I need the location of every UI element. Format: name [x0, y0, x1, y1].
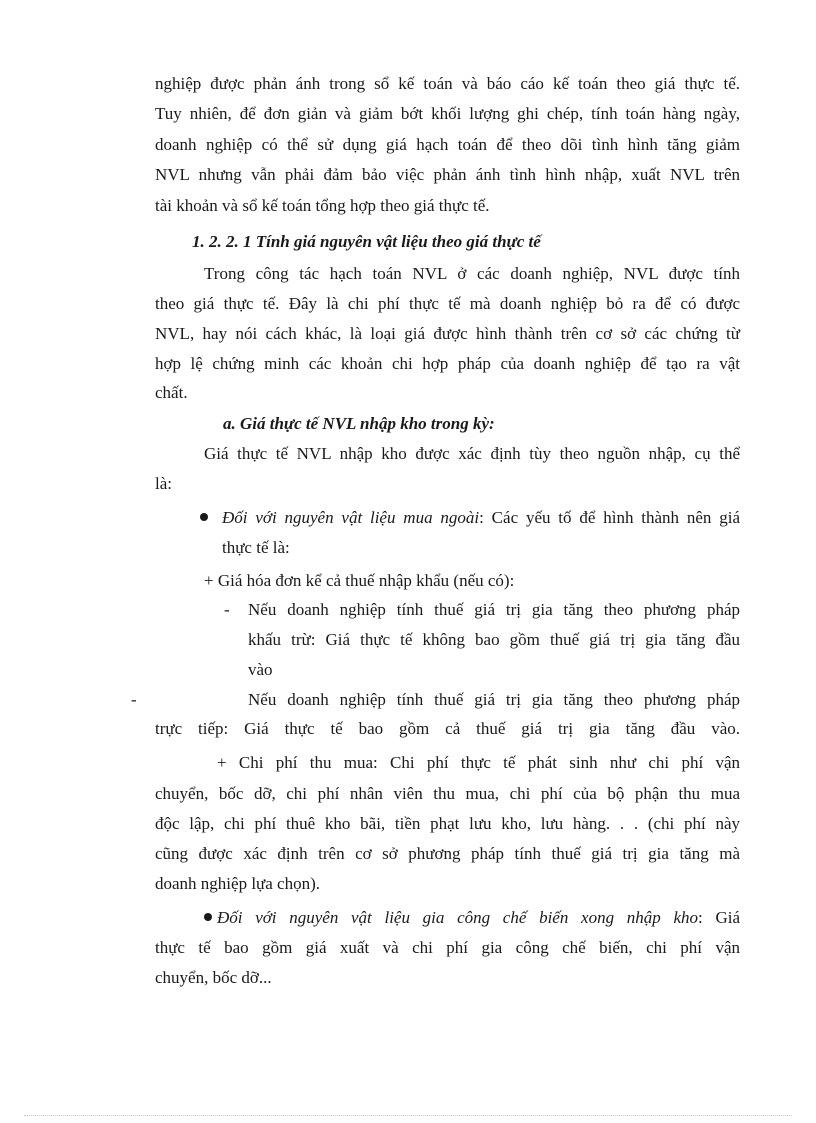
bullet-2-italic-lead: Đối với nguyên vật liệu gia công chế biến xong nhập kho — [217, 908, 699, 927]
paragraph-2-line-1: Trong công tác hạch toán NVL ở các doanh nghiệp, NVL được tính — [204, 264, 740, 283]
paragraph-1-line-4: NVL nhưng vẫn phải đảm bảo việc phản ánh tình hình nhập, xuất NVL trên — [155, 165, 740, 184]
bullet-dot-icon — [204, 913, 212, 921]
dash-bullet-2: - — [131, 690, 137, 709]
bullet-1-line-1 — [222, 508, 740, 528]
paragraph-2-line-3: NVL, hay nói cách khác, là loại giá được hình thành trên cơ sở các chứng từ — [155, 324, 740, 343]
bullet-2-rest: : Giá — [698, 908, 740, 927]
bullet-1-rest: : Các yếu tố để hình thành nên giá — [479, 508, 740, 527]
paragraph-1-line-3: doanh nghiệp có thể sử dụng giá hạch toán để theo dõi tình hình tăng giảm — [155, 135, 740, 154]
paragraph-4-line-1: + Chi phí thu mua: Chi phí thực tế phát sinh như chi phí vận — [217, 753, 740, 772]
bullet-1-italic-lead: Đối với nguyên vật liệu mua ngoài — [222, 508, 480, 527]
paragraph-2-line-2: theo giá thực tế. Đây là chi phí thực tế mà doanh nghiệp bỏ ra để có được — [155, 294, 740, 313]
paragraph-4-line-3: độc lập, chi phí thuê kho bãi, tiền phạt lưu kho, lưu hàng. . . (chi phí này — [155, 814, 740, 833]
bullet-dot-icon — [200, 513, 208, 521]
footer-divider — [24, 1115, 792, 1116]
dash-bullet-1: - — [224, 600, 230, 619]
subsection-heading-a: a. Giá thực tế NVL nhập kho trong kỳ: — [223, 414, 495, 433]
paragraph-4-line-5: doanh nghiệp lựa chọn). — [155, 874, 321, 893]
paragraph-3-line-1: Giá thực tế NVL nhập kho được xác định tùy theo nguồn nhập, cụ thể — [204, 444, 740, 463]
paragraph-1-line-5: tài khoản và sổ kế toán tổng hợp theo giá thực tế. — [155, 196, 490, 215]
section-heading-1-2-2-1: 1. 2. 2. 1 Tính giá nguyên vật liệu theo giá thực tế — [192, 232, 541, 251]
dash-item-1-line-1: Nếu doanh nghiệp tính thuế giá trị gia tăng theo phương pháp — [248, 600, 740, 619]
paragraph-4-line-4: cũng được xác định trên cơ sở phương pháp tính thuế giá trị gia tăng mà — [155, 844, 740, 863]
paragraph-1-line-1: nghiệp được phản ánh trong sổ kế toán và báo cáo kế toán theo giá thực tế. — [155, 74, 740, 93]
dash-item-2-line-2: trực tiếp: Giá thực tế bao gồm cả thuế giá trị gia tăng đầu vào. — [155, 719, 740, 738]
bullet-2-line-3: chuyển, bốc dỡ... — [155, 968, 272, 987]
paragraph-2-line-5: chất. — [155, 383, 188, 402]
paragraph-1-line-2: Tuy nhiên, để đơn giản và giảm bớt khối lượng ghi chép, tính toán hàng ngày, — [155, 104, 740, 123]
plus-item-invoice-price: + Giá hóa đơn kể cả thuế nhập khẩu (nếu có): — [204, 571, 515, 590]
dash-item-1-line-2: khấu trừ: Giá thực tế không bao gồm thuế giá trị gia tăng đầu — [248, 630, 740, 649]
bullet-2-line-2: thực tế bao gồm giá xuất và chi phí gia công chế biến, chi phí vận — [155, 938, 740, 957]
paragraph-3-line-2: là: — [155, 474, 172, 493]
dash-item-1-line-3: vào — [248, 660, 273, 679]
paragraph-2-line-4: hợp lệ chứng minh các khoản chi hợp pháp của doanh nghiệp để tạo ra vật — [155, 354, 740, 373]
dash-item-2-line-1: Nếu doanh nghiệp tính thuế giá trị gia tăng theo phương pháp — [248, 690, 740, 709]
bullet-2-line-1 — [217, 908, 740, 928]
bullet-1-line-2: thực tế là: — [222, 538, 290, 557]
paragraph-4-line-2: chuyển, bốc dỡ, chi phí nhân viên thu mua, chi phí của bộ phận thu mua — [155, 784, 740, 803]
